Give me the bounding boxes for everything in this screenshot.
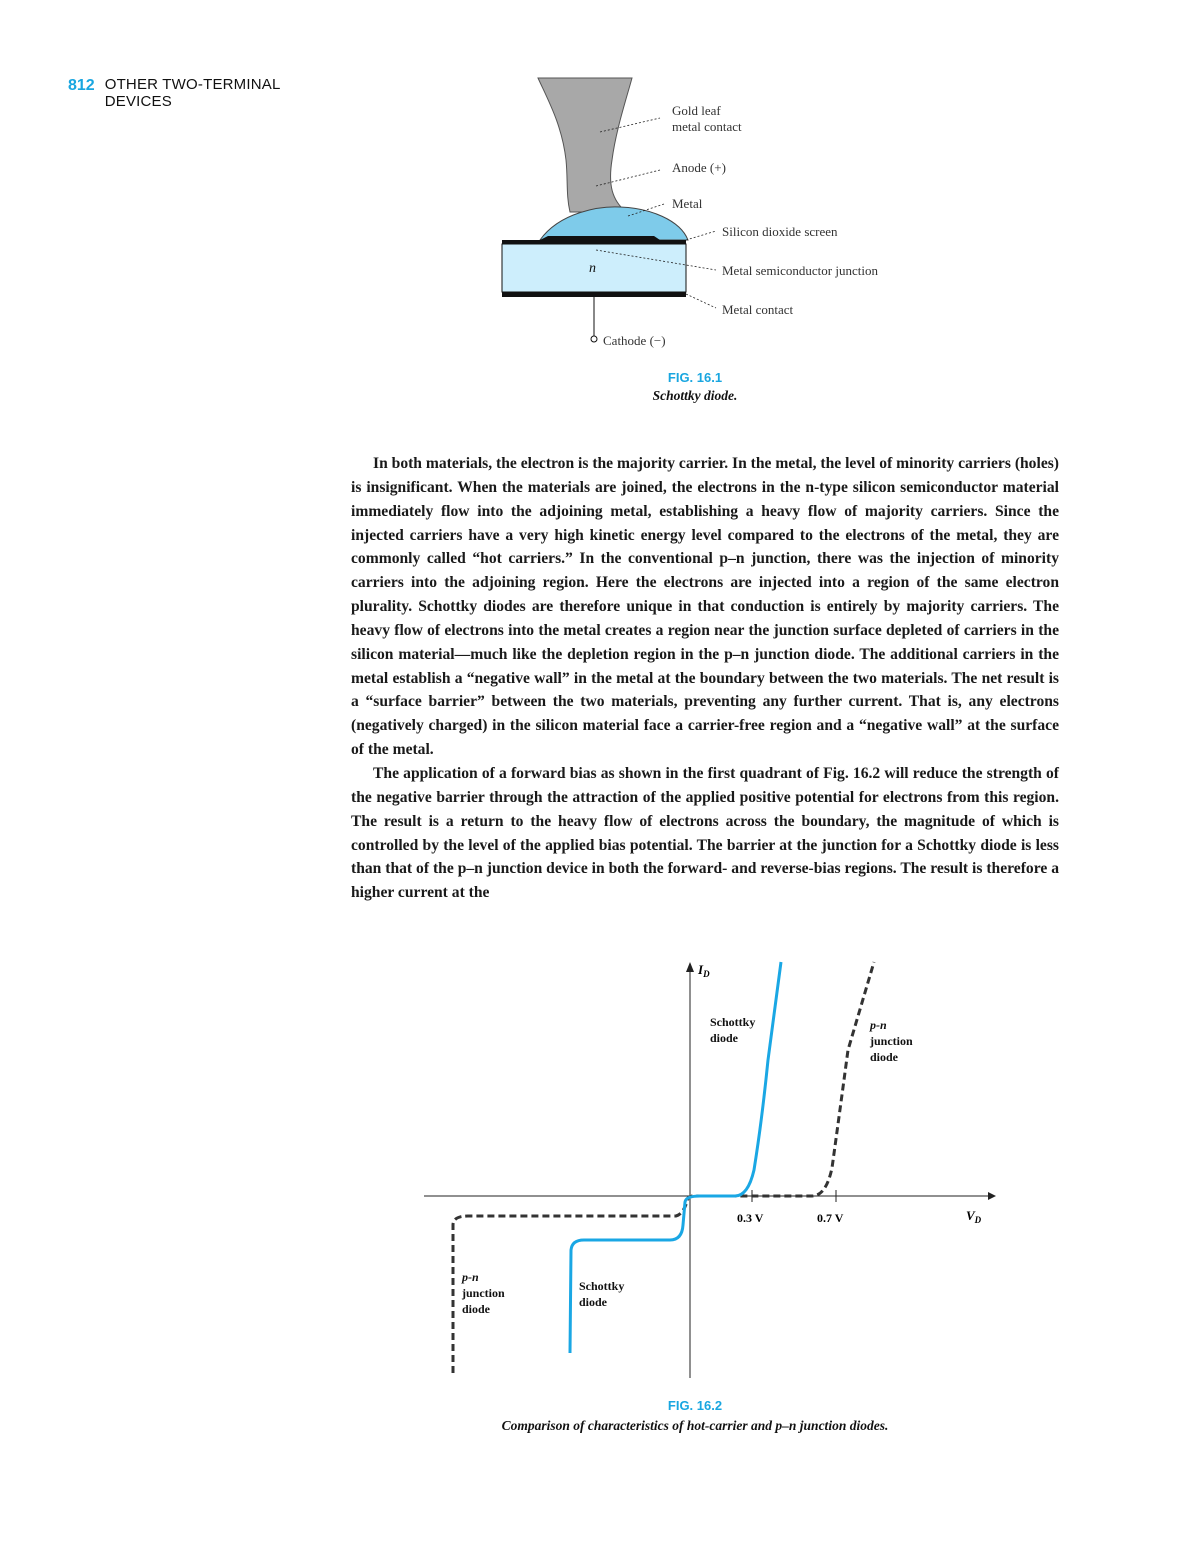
label-anode: Anode (+): [672, 160, 726, 175]
label-schottky-reverse-2: diode: [579, 1295, 608, 1309]
label-metal: Metal: [672, 196, 703, 211]
y-axis-label: $I_D$: [698, 962, 710, 979]
label-pn-reverse-3: diode: [462, 1302, 491, 1316]
label-schottky-forward-2: diode: [710, 1031, 739, 1045]
metal-dome: [540, 207, 688, 240]
label-n-region: n: [589, 261, 596, 276]
section-title-line-2: DEVICES: [104, 93, 172, 110]
section-title-line-1: OTHER TWO-TERMINAL: [104, 76, 281, 93]
bottom-metal-contact: [502, 292, 686, 297]
paragraph-2: The application of a forward bias as shown in the first quadrant of Fig. 16.2 will reduce the strength of the negative barrier through the attraction of the applied positive potential for electrons from this region. The result is a return to the heavy flow of electrons across the boundary, the magnitude of which is controlled by the level of the applied bias potential. The barrier at the junction for a Schottky diode is less than that of the p–n junction device in both the forward- and reverse-bias regions. The result is therefore a higher current at the: [351, 764, 1059, 902]
paragraph-1: In both materials, the electron is the majority carrier. In the metal, the level of minority carriers (holes) is insignificant. When the materials are joined, the electrons in the n-type silicon semiconductor material immediately flow into the adjoining metal, establishing a heavy flow of majority carriers. Since the injected carriers have a very high kinetic energy level compared to the electrons of the metal, they are commonly called “hot carriers.” In the conventional p–n junction, there was the injection of minority carriers into the adjoining region. Here the electrons are injected into a region of the same electron plurality. Schottky diodes are therefore unique in that conduction is entirely by majority carriers. The heavy flow of electrons into the metal creates a region near the junction surface depleted of carriers in the silicon material—much like the depletion region in the p–n junction diode. The additional carriers in the metal establish a “negative wall” in the metal at the boundary between the two materials. The net result is a “surface barrier” between the two materials, preventing any further current. That is, any electrons (negatively charged) in the silicon material face a carrier-free region and a “negative wall” at the surface of the metal.: [351, 455, 1059, 759]
label-pn-reverse-2: junction: [462, 1286, 505, 1300]
body-text: [351, 452, 1059, 905]
y-axis-arrow: [686, 962, 694, 972]
fig-16-1-caption: Schottky diode.: [652, 388, 738, 403]
characteristics-chart: [410, 955, 1010, 1385]
cathode-terminal: [591, 336, 597, 342]
label-pn-forward-3: diode: [870, 1050, 899, 1064]
label-gold-leaf-2: metal contact: [672, 119, 742, 134]
x-axis-label: $V_D$: [966, 1208, 982, 1225]
section-title: [105, 76, 281, 110]
fig-16-1-number: FIG. 16.1: [667, 370, 723, 385]
label-schottky-forward-1: Schottky: [710, 1015, 756, 1029]
fig-16-2-caption: Comparison of characteristics of hot-carrier and p–n junction diodes.: [501, 1418, 889, 1433]
tick-label-07: 0.7 V: [817, 1211, 844, 1225]
label-schottky-reverse-1: Schottky: [579, 1279, 625, 1293]
label-metal-semiconductor: Metal semiconductor junction: [722, 263, 878, 278]
running-header: [68, 76, 281, 110]
tick-label-03: 0.3 V: [737, 1211, 764, 1225]
label-pn-reverse-1: p-n: [462, 1270, 479, 1284]
label-gold-leaf-1: Gold leaf: [672, 103, 721, 118]
label-pn-forward-2: junction: [870, 1034, 913, 1048]
x-axis-arrow: [988, 1192, 996, 1200]
page-number: 812: [68, 77, 95, 94]
label-silicon-dioxide: Silicon dioxide screen: [722, 224, 838, 239]
fig-16-2-number: FIG. 16.2: [667, 1398, 723, 1413]
label-cathode: Cathode (−): [603, 333, 666, 348]
pn-junction-curve: [453, 962, 874, 1373]
label-pn-forward-1: p-n: [870, 1018, 887, 1032]
gold-leaf-contact: [538, 78, 632, 212]
schottky-diode-diagram: [490, 72, 930, 362]
label-metal-contact: Metal contact: [722, 302, 794, 317]
